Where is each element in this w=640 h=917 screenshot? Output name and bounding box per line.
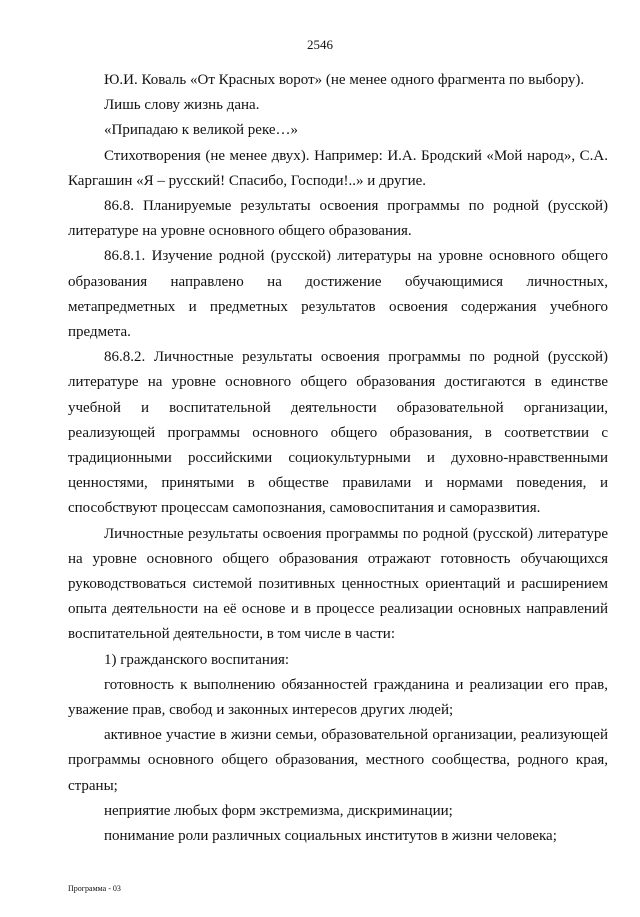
paragraph-poems: Стихотворения (не менее двух). Например: И.А. Бродский «Мой народ», С.А. Каргашин «Я – русский! Спасибо, Господи!..» и другие. bbox=[68, 147, 608, 189]
paragraph-duties: готовность к выполнению обязанностей гражданина и реализации его прав, уважение прав, свобод и законных интересов других людей; bbox=[68, 676, 608, 719]
page-number: 2546 bbox=[307, 37, 333, 52]
paragraph-civic-education: 1) гражданского воспитания: bbox=[104, 651, 290, 668]
document-body bbox=[68, 68, 608, 849]
footer-label: Программа - 03 bbox=[68, 884, 121, 893]
paragraph-participation: активное участие в жизни семьи, образовательной организации, реализующей программы основного общего образования, местного сообщества, родного края, страны; bbox=[68, 727, 608, 794]
paragraph-koval: Ю.И. Коваль «От Красных ворот» (не менее одного фрагмента по выбору). bbox=[104, 72, 585, 88]
paragraph-institutions: понимание роли различных социальных институтов в жизни человека; bbox=[104, 828, 557, 845]
paragraph-extremism: неприятие любых форм экстремизма, дискриминации; bbox=[104, 802, 453, 819]
paragraph-86-8-2: 86.8.2. Личностные результаты освоения программы по родной (русской) литературе на уровне основного общего образования достигаются в единстве учебной и воспитательной деятельности образовательной организации, реализующей программы основного общего образования, в соответствии с традиционными российскими социокультурными и духовно-нравственными ценностями, принятыми в обществе правилами и нормами поведения, и способствуют процессам самопознания, самовоспитания и саморазвития. bbox=[68, 349, 608, 517]
paragraph-title-1: Лишь слову жизнь дана. bbox=[104, 97, 260, 114]
paragraph-86-8-1: 86.8.1. Изучение родной (русской) литературы на уровне основного общего образования направлено на достижение обучающимися личностных, метапредметных и предметных результатов освоения содержания учебного предмета. bbox=[68, 248, 608, 341]
paragraph-86-8: 86.8. Планируемые результаты освоения программы по родной (русской) литературе на уровне основного общего образования. bbox=[68, 198, 608, 240]
paragraph-title-2: «Припадаю к великой реке…» bbox=[104, 122, 299, 139]
paragraph-personal-results: Личностные результаты освоения программы по родной (русской) литературе на уровне основного общего образования отражают готовность обучающихся руководствоваться системой позитивных ценностных ориентаций и расширением опыта деятельности на её основе и в процессе реализации основных направлений воспитательной деятельности, в том числе в части: bbox=[68, 525, 608, 643]
